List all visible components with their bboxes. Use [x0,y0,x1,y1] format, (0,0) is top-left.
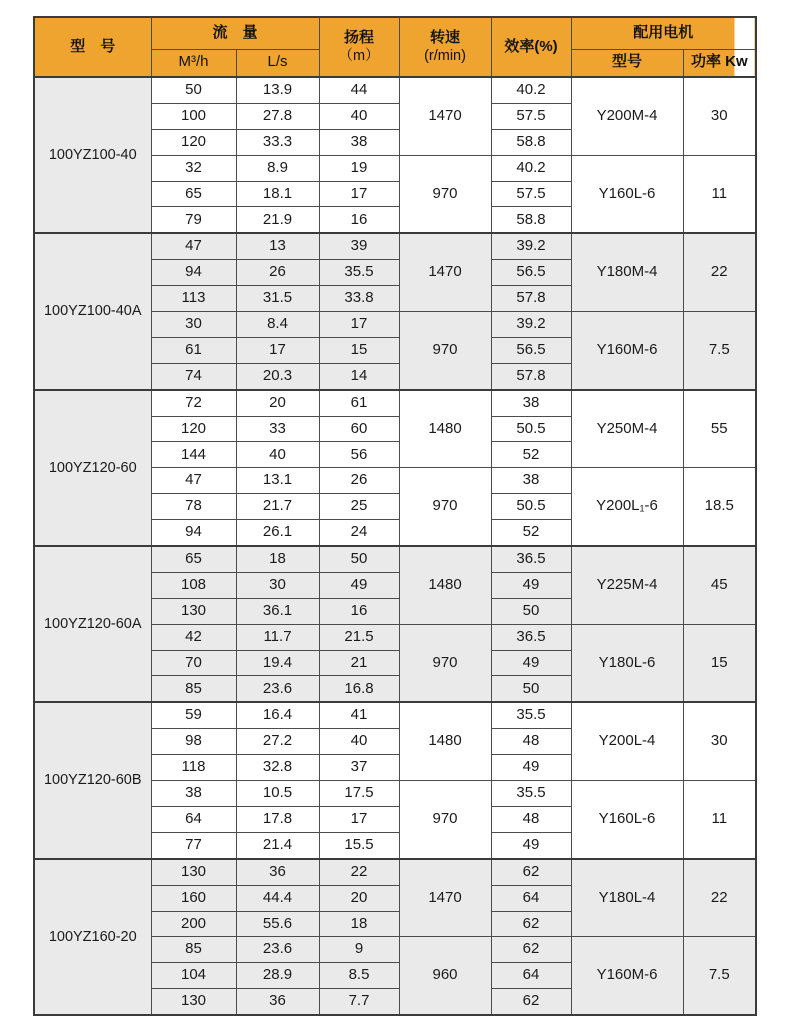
cell-head: 35.5 [319,260,399,286]
cell-head: 7.7 [319,989,399,1015]
cell-flow-ls: 33.3 [236,129,319,155]
cell-flow-ls: 19.4 [236,650,319,676]
header-head-label: 扬程 [344,28,375,46]
cell-efficiency: 62 [491,911,571,937]
cell-efficiency: 50 [491,598,571,624]
cell-speed: 1470 [399,233,491,311]
cell-head: 19 [319,155,399,181]
cell-flow-m3h: 94 [151,520,236,546]
cell-flow-ls: 17 [236,337,319,363]
cell-head: 41 [319,702,399,728]
header-motor-power: 功率 Kw [683,49,756,77]
cell-efficiency: 57.8 [491,363,571,389]
cell-efficiency: 56.5 [491,260,571,286]
cell-flow-ls: 13.9 [236,77,319,103]
cell-head: 37 [319,755,399,781]
cell-motor-model: Y160M-6 [571,937,683,1015]
header-motor: 配用电机 [571,17,756,49]
cell-flow-ls: 36 [236,989,319,1015]
cell-motor-power: 30 [683,77,756,155]
cell-motor-model: Y200L-4 [571,702,683,780]
cell-flow-m3h: 118 [151,755,236,781]
cell-flow-ls: 16.4 [236,702,319,728]
header-head-unit: （m） [338,48,380,65]
cell-efficiency: 50 [491,676,571,702]
cell-efficiency: 38 [491,468,571,494]
cell-flow-ls: 8.4 [236,312,319,338]
cell-efficiency: 64 [491,885,571,911]
cell-motor-model: Y180M-4 [571,233,683,311]
cell-efficiency: 56.5 [491,337,571,363]
pump-model-cell: 100YZ100-40A [34,233,151,389]
cell-motor-model: Y180L-6 [571,624,683,702]
cell-motor-power: 7.5 [683,312,756,390]
pump-spec-table [33,16,757,1016]
cell-speed: 1480 [399,702,491,780]
cell-motor-power: 15 [683,624,756,702]
cell-head: 39 [319,233,399,259]
cell-efficiency: 57.5 [491,103,571,129]
cell-flow-m3h: 130 [151,989,236,1015]
cell-efficiency: 49 [491,755,571,781]
cell-efficiency: 36.5 [491,546,571,572]
cell-flow-m3h: 85 [151,676,236,702]
cell-efficiency: 62 [491,859,571,885]
cell-head: 24 [319,520,399,546]
cell-motor-power: 30 [683,702,756,780]
cell-efficiency: 62 [491,989,571,1015]
cell-efficiency: 39.2 [491,312,571,338]
cell-flow-ls: 21.4 [236,832,319,858]
cell-flow-ls: 18.1 [236,181,319,207]
cell-flow-m3h: 50 [151,77,236,103]
cell-head: 22 [319,859,399,885]
table-row [34,77,756,103]
cell-speed: 970 [399,468,491,546]
cell-flow-ls: 55.6 [236,911,319,937]
cell-motor-model: Y160L-6 [571,155,683,233]
pump-model-cell: 100YZ100-40 [34,77,151,233]
cell-flow-ls: 26.1 [236,520,319,546]
cell-flow-ls: 11.7 [236,624,319,650]
cell-motor-model: Y160L-6 [571,781,683,859]
cell-flow-m3h: 113 [151,286,236,312]
header-model: 型 号 [34,17,151,77]
cell-head: 38 [319,129,399,155]
cell-head: 21.5 [319,624,399,650]
cell-flow-ls: 20.3 [236,363,319,389]
cell-speed: 960 [399,937,491,1015]
cell-efficiency: 50.5 [491,494,571,520]
cell-head: 18 [319,911,399,937]
pump-model-cell: 100YZ160-20 [34,859,151,1015]
cell-speed: 970 [399,312,491,390]
cell-head: 56 [319,442,399,468]
pump-model-cell: 100YZ120-60 [34,390,151,546]
cell-flow-m3h: 32 [151,155,236,181]
header-flow-m3h: M³/h [151,49,236,77]
cell-efficiency: 52 [491,442,571,468]
cell-head: 61 [319,390,399,416]
cell-head: 60 [319,416,399,442]
cell-flow-m3h: 120 [151,416,236,442]
cell-flow-m3h: 72 [151,390,236,416]
cell-head: 40 [319,103,399,129]
header-row-1 [34,17,756,49]
cell-flow-ls: 36 [236,859,319,885]
pump-spec-table-wrap [33,16,757,1016]
cell-head: 14 [319,363,399,389]
cell-head: 44 [319,77,399,103]
cell-flow-m3h: 200 [151,911,236,937]
cell-flow-ls: 18 [236,546,319,572]
cell-flow-m3h: 64 [151,806,236,832]
cell-motor-power: 7.5 [683,937,756,1015]
cell-flow-ls: 10.5 [236,781,319,807]
cell-head: 16 [319,598,399,624]
cell-flow-ls: 27.2 [236,729,319,755]
table-row [34,390,756,416]
cell-flow-m3h: 74 [151,363,236,389]
cell-flow-m3h: 42 [151,624,236,650]
cell-efficiency: 49 [491,572,571,598]
cell-motor-power: 22 [683,233,756,311]
cell-efficiency: 58.8 [491,129,571,155]
cell-flow-ls: 20 [236,390,319,416]
cell-efficiency: 50.5 [491,416,571,442]
cell-flow-m3h: 85 [151,937,236,963]
cell-flow-m3h: 47 [151,468,236,494]
cell-flow-ls: 23.6 [236,937,319,963]
cell-motor-model: Y160M-6 [571,312,683,390]
header-motor-model: 型号 [571,49,683,77]
cell-flow-m3h: 77 [151,832,236,858]
cell-flow-ls: 13.1 [236,468,319,494]
cell-efficiency: 39.2 [491,233,571,259]
cell-head: 17.5 [319,781,399,807]
cell-head: 17 [319,806,399,832]
cell-head: 16.8 [319,676,399,702]
cell-head: 50 [319,546,399,572]
cell-head: 33.8 [319,286,399,312]
cell-efficiency: 48 [491,729,571,755]
cell-efficiency: 38 [491,390,571,416]
header-speed-unit: (r/min) [424,48,466,65]
cell-flow-ls: 30 [236,572,319,598]
cell-efficiency: 58.8 [491,207,571,233]
cell-flow-m3h: 98 [151,729,236,755]
cell-flow-ls: 27.8 [236,103,319,129]
cell-head: 25 [319,494,399,520]
cell-flow-m3h: 65 [151,181,236,207]
cell-flow-ls: 21.7 [236,494,319,520]
cell-speed: 970 [399,781,491,859]
cell-head: 9 [319,937,399,963]
cell-head: 49 [319,572,399,598]
cell-flow-m3h: 94 [151,260,236,286]
cell-flow-m3h: 70 [151,650,236,676]
cell-flow-m3h: 160 [151,885,236,911]
cell-flow-m3h: 47 [151,233,236,259]
cell-head: 16 [319,207,399,233]
cell-motor-model: Y200L₁-6 [571,468,683,546]
cell-flow-ls: 33 [236,416,319,442]
cell-efficiency: 36.5 [491,624,571,650]
cell-speed: 1470 [399,859,491,937]
cell-head: 17 [319,181,399,207]
cell-motor-power: 18.5 [683,468,756,546]
cell-flow-ls: 8.9 [236,155,319,181]
table-header [34,17,756,77]
cell-flow-m3h: 120 [151,129,236,155]
header-head [319,17,399,77]
cell-flow-m3h: 30 [151,312,236,338]
table-body [34,77,756,1015]
pump-model-cell: 100YZ120-60B [34,702,151,858]
cell-motor-model: Y180L-4 [571,859,683,937]
cell-efficiency: 57.8 [491,286,571,312]
header-speed-label: 转速 [430,28,461,46]
cell-motor-power: 22 [683,859,756,937]
cell-speed: 1480 [399,546,491,624]
pump-model-cell: 100YZ120-60A [34,546,151,702]
cell-efficiency: 57.5 [491,181,571,207]
cell-flow-m3h: 61 [151,337,236,363]
cell-flow-ls: 26 [236,260,319,286]
cell-motor-model: Y225M-4 [571,546,683,624]
cell-head: 20 [319,885,399,911]
cell-efficiency: 40.2 [491,77,571,103]
cell-flow-ls: 13 [236,233,319,259]
cell-motor-model: Y200M-4 [571,77,683,155]
table-row [34,233,756,259]
cell-efficiency: 40.2 [491,155,571,181]
cell-speed: 970 [399,624,491,702]
cell-flow-m3h: 104 [151,963,236,989]
cell-flow-m3h: 38 [151,781,236,807]
cell-flow-ls: 44.4 [236,885,319,911]
header-efficiency: 效率(%) [491,17,571,77]
table-row [34,546,756,572]
cell-efficiency: 49 [491,832,571,858]
cell-efficiency: 35.5 [491,702,571,728]
cell-efficiency: 48 [491,806,571,832]
header-flow-ls: L/s [236,49,319,77]
cell-motor-power: 45 [683,546,756,624]
cell-motor-power: 55 [683,390,756,468]
cell-efficiency: 52 [491,520,571,546]
cell-head: 40 [319,729,399,755]
cell-motor-power: 11 [683,155,756,233]
cell-flow-m3h: 144 [151,442,236,468]
header-flow: 流 量 [151,17,319,49]
table-row [34,859,756,885]
cell-flow-m3h: 79 [151,207,236,233]
cell-flow-m3h: 100 [151,103,236,129]
cell-flow-ls: 17.8 [236,806,319,832]
cell-efficiency: 49 [491,650,571,676]
cell-flow-m3h: 65 [151,546,236,572]
cell-head: 26 [319,468,399,494]
cell-efficiency: 64 [491,963,571,989]
cell-flow-ls: 32.8 [236,755,319,781]
cell-efficiency: 35.5 [491,781,571,807]
cell-flow-ls: 36.1 [236,598,319,624]
cell-head: 8.5 [319,963,399,989]
cell-flow-ls: 21.9 [236,207,319,233]
cell-head: 15.5 [319,832,399,858]
cell-motor-model: Y250M-4 [571,390,683,468]
cell-head: 17 [319,312,399,338]
cell-flow-m3h: 78 [151,494,236,520]
cell-flow-m3h: 59 [151,702,236,728]
cell-efficiency: 62 [491,937,571,963]
cell-flow-ls: 23.6 [236,676,319,702]
cell-speed: 1470 [399,77,491,155]
cell-motor-power: 11 [683,781,756,859]
cell-flow-ls: 31.5 [236,286,319,312]
cell-flow-ls: 40 [236,442,319,468]
cell-speed: 970 [399,155,491,233]
cell-flow-ls: 28.9 [236,963,319,989]
cell-head: 15 [319,337,399,363]
table-row [34,702,756,728]
cell-flow-m3h: 108 [151,572,236,598]
cell-speed: 1480 [399,390,491,468]
header-speed [399,17,491,77]
cell-flow-m3h: 130 [151,598,236,624]
cell-flow-m3h: 130 [151,859,236,885]
cell-head: 21 [319,650,399,676]
